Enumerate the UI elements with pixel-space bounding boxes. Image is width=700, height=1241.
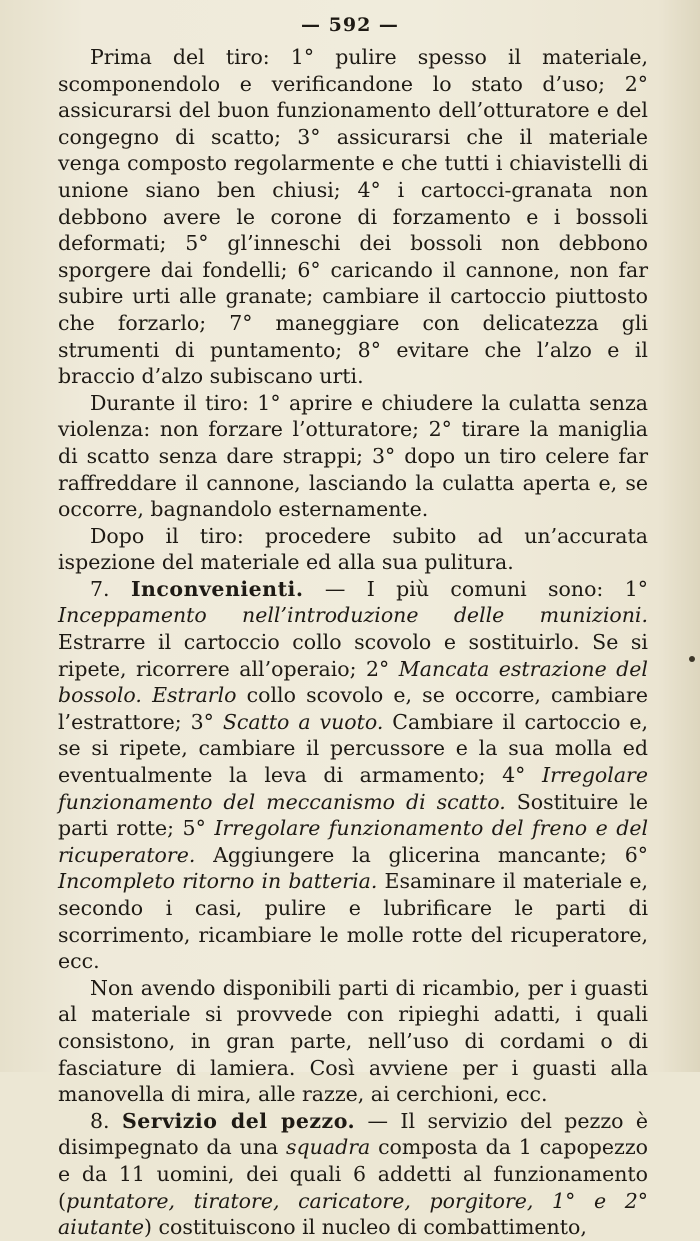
text-run: — Il servizio del pezzo è disimpegnato da una bbox=[58, 1108, 648, 1160]
italic-run: Irregolare funzionamento del meccanismo di scatto. bbox=[58, 763, 648, 814]
text-run: Cambiare il cartoccio e, se si ripete, cambiare il percussore e la sua molla ed eventualmente la leva di armamento; 4° bbox=[58, 709, 649, 788]
section-title: Servizio del pezzo. bbox=[121, 1108, 356, 1133]
page-mark bbox=[689, 656, 695, 662]
text-run: Dopo il tiro: procedere subito ad un’accurata ispezione del materiale ed alla sua pulitura. bbox=[58, 523, 648, 575]
text-run: Sostituire le parti rotte; 5° bbox=[58, 789, 648, 841]
paragraph-servizio-del-pezzo bbox=[58, 1108, 648, 1241]
text-run: — I più comuni sono: 1° bbox=[303, 576, 648, 601]
text-run bbox=[142, 683, 152, 707]
paragraph-dopo-il-tiro bbox=[58, 523, 648, 576]
italic-run: puntatore, tiratore, caricatore, porgitore, 1° e 2° aiutante bbox=[58, 1188, 648, 1240]
text-run: Prima del tiro: 1° pulire spesso il materiale, scomponendolo e verificandone lo stato d’uso; 2° assicurarsi del buon funzionamento dell’otturatore e del congegno di scatto; 3° assicurarsi che il materiale venga composto regolarmente e che tutti i chiavistelli di unione siano ben chiusi; 4° i cartocci-granata non debbono avere le corone di forzamento e i bossoli deformati; 5° gl’inneschi dei bossoli non debbono sporgere dai fondelli; 6° caricando il cannone, non far subire urti alle granate; cambiare il cartoccio piuttosto che forzarlo; 7° maneggiare con delicatezza gli strumenti di puntamento; 8° evitare che l’alzo e il braccio d’alzo subiscano urti. bbox=[58, 45, 648, 389]
section-title: Inconvenienti. bbox=[130, 576, 304, 601]
text-run: composta da 1 capopezzo e da 11 uomini, dei quali 6 addetti al funzionamento ( bbox=[58, 1135, 648, 1213]
page-number: — 592 — bbox=[301, 14, 399, 36]
italic-run: Irregolare funzionamento del freno e del ricuperatore. bbox=[58, 816, 649, 867]
text-run: Aggiungere la glicerina mancante; 6° bbox=[195, 842, 648, 867]
italic-run: squadra bbox=[286, 1135, 371, 1160]
page-body bbox=[58, 44, 648, 1241]
italic-run: Mancata estrazione del bossolo. bbox=[58, 656, 648, 708]
italic-run: Inceppamento nell’introduzione delle munizioni. bbox=[58, 603, 648, 628]
text-run: Estrarre il cartoccio collo scovolo e sostituirlo. Se si ripete, ricorrere all’operaio; 2° bbox=[58, 630, 648, 681]
italic-run: Estrarlo bbox=[152, 683, 237, 708]
paragraph-ricambio bbox=[58, 975, 648, 1108]
section-number: 7. bbox=[90, 576, 131, 601]
paragraph-inconvenienti bbox=[58, 576, 648, 975]
section-number: 8. bbox=[90, 1108, 122, 1133]
italic-run: Incompleto ritorno in batteria. bbox=[58, 869, 378, 894]
text-run: Esaminare il materiale e, secondo i casi, pulire e lubrificare le parti di scorrimento, ricambiare le molle rotte del ricuperatore, ecc. bbox=[58, 869, 648, 974]
paragraph-durante-il-tiro bbox=[58, 390, 648, 523]
text-run: Non avendo disponibili parti di ricambio, per i guasti al materiale si provvede con ripieghi adatti, i quali consistono, in gran parte, nell’uso di cordami o di fasciature di lamiera. Così avviene per i guasti alla manovella di mira, alle razze, ai cerchioni, ecc. bbox=[58, 975, 648, 1107]
text-run: Durante il tiro: 1° aprire e chiudere la culatta senza violenza: non forzare l’otturatore; 2° tirare la maniglia di scatto senza dare strappi; 3° dopo un tiro celere far raffreddare il cannone, lasciando la culatta aperta e, se occorre, bagnandolo esternamente. bbox=[58, 390, 648, 522]
paragraph-prima-del-tiro bbox=[58, 44, 648, 390]
text-run: ) costituiscono il nucleo di combattimento, bbox=[144, 1215, 587, 1240]
italic-run: Scatto a vuoto. bbox=[222, 709, 384, 734]
text-run: collo scovolo e, se occorre, cambiare l’estrattore; 3° bbox=[58, 683, 648, 734]
